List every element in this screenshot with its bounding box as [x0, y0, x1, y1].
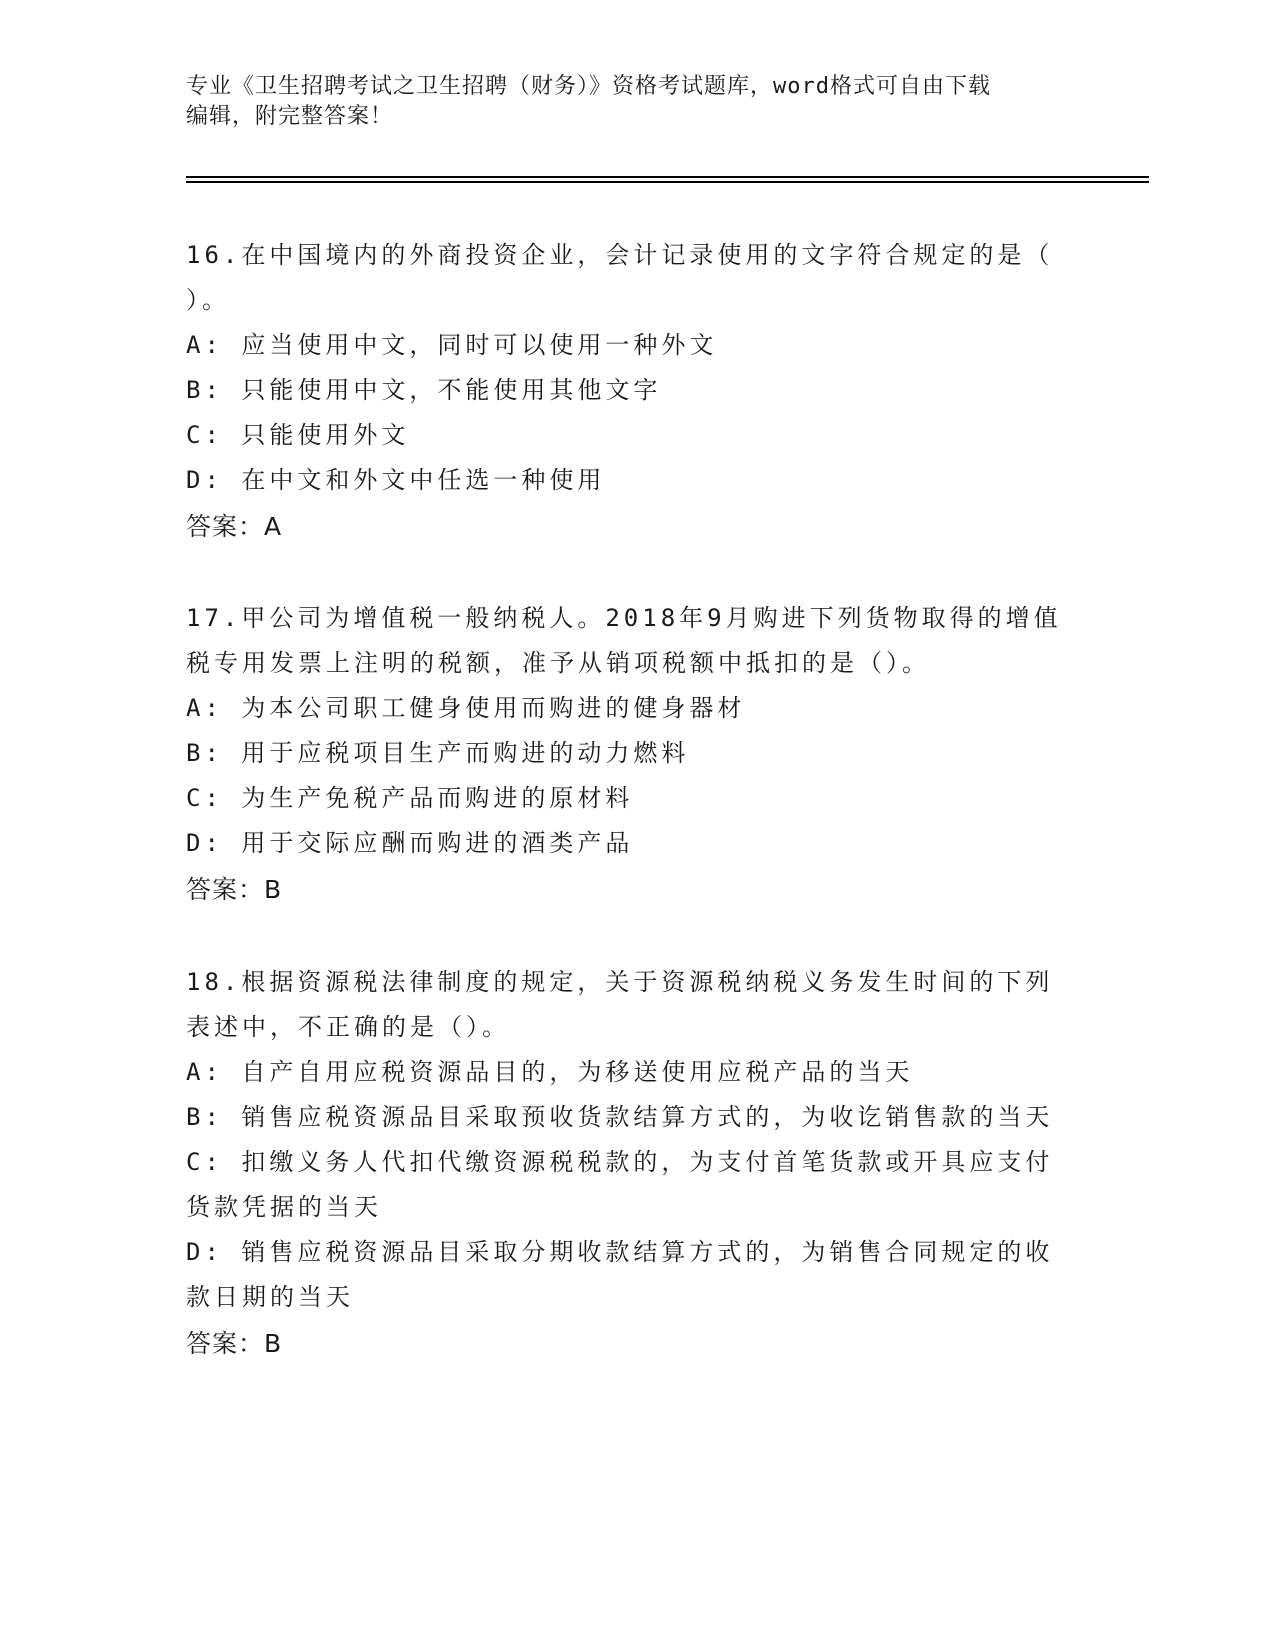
- question-16: [186, 233, 1086, 551]
- question-stem-line: ）。: [186, 286, 230, 314]
- option-d: D: 在中文和外文中任选一种使用: [186, 466, 606, 494]
- option-c-continued: 货款凭据的当天: [186, 1193, 382, 1221]
- header-line-2: 编辑，附完整答案！: [186, 104, 394, 129]
- header-divider-top: [186, 176, 1149, 178]
- document-header: [186, 72, 1086, 132]
- question-stem-line: 税专用发票上注明的税额，准予从销项税额中抵扣的是（）。: [186, 649, 930, 677]
- option-a: A: 为本公司职工健身使用而购进的健身器材: [186, 694, 746, 722]
- question-stem-line: 18.根据资源税法律制度的规定，关于资源税纳税义务发生时间的下列: [186, 968, 1054, 996]
- option-a: A: 自产自用应税资源品目的，为移送使用应税产品的当天: [186, 1058, 914, 1086]
- option-c: C: 为生产免税产品而购进的原材料: [186, 784, 634, 812]
- question-stem-line: 表述中，不正确的是（）。: [186, 1013, 510, 1041]
- option-b: B: 用于应税项目生产而购进的动力燃料: [186, 739, 690, 767]
- answer-label: 答案：B: [186, 875, 283, 904]
- answer-label: 答案：A: [186, 512, 283, 541]
- option-c: C: 只能使用外文: [186, 421, 410, 449]
- question-18: [186, 960, 1086, 1368]
- option-b: B: 销售应税资源品目采取预收货款结算方式的，为收讫销售款的当天: [186, 1103, 1054, 1131]
- option-c: C: 扣缴义务人代扣代缴资源税税款的，为支付首笔货款或开具应支付: [186, 1148, 1054, 1176]
- option-a: A: 应当使用中文，同时可以使用一种外文: [186, 331, 718, 359]
- question-stem-line: 16.在中国境内的外商投资企业，会计记录使用的文字符合规定的是（: [186, 241, 1054, 269]
- answer-label: 答案：B: [186, 1329, 283, 1358]
- header-divider-bottom: [186, 181, 1149, 183]
- question-17: [186, 596, 1086, 914]
- option-d-continued: 款日期的当天: [186, 1283, 354, 1311]
- header-line-1: 专业《卫生招聘考试之卫生招聘（财务）》资格考试题库，word格式可自由下载: [186, 74, 991, 99]
- option-d: D: 用于交际应酬而购进的酒类产品: [186, 829, 634, 857]
- question-stem-line: 17.甲公司为增值税一般纳税人。2018年9月购进下列货物取得的增值: [186, 604, 1062, 632]
- option-b: B: 只能使用中文，不能使用其他文字: [186, 376, 662, 404]
- option-d: D: 销售应税资源品目采取分期收款结算方式的，为销售合同规定的收: [186, 1238, 1054, 1266]
